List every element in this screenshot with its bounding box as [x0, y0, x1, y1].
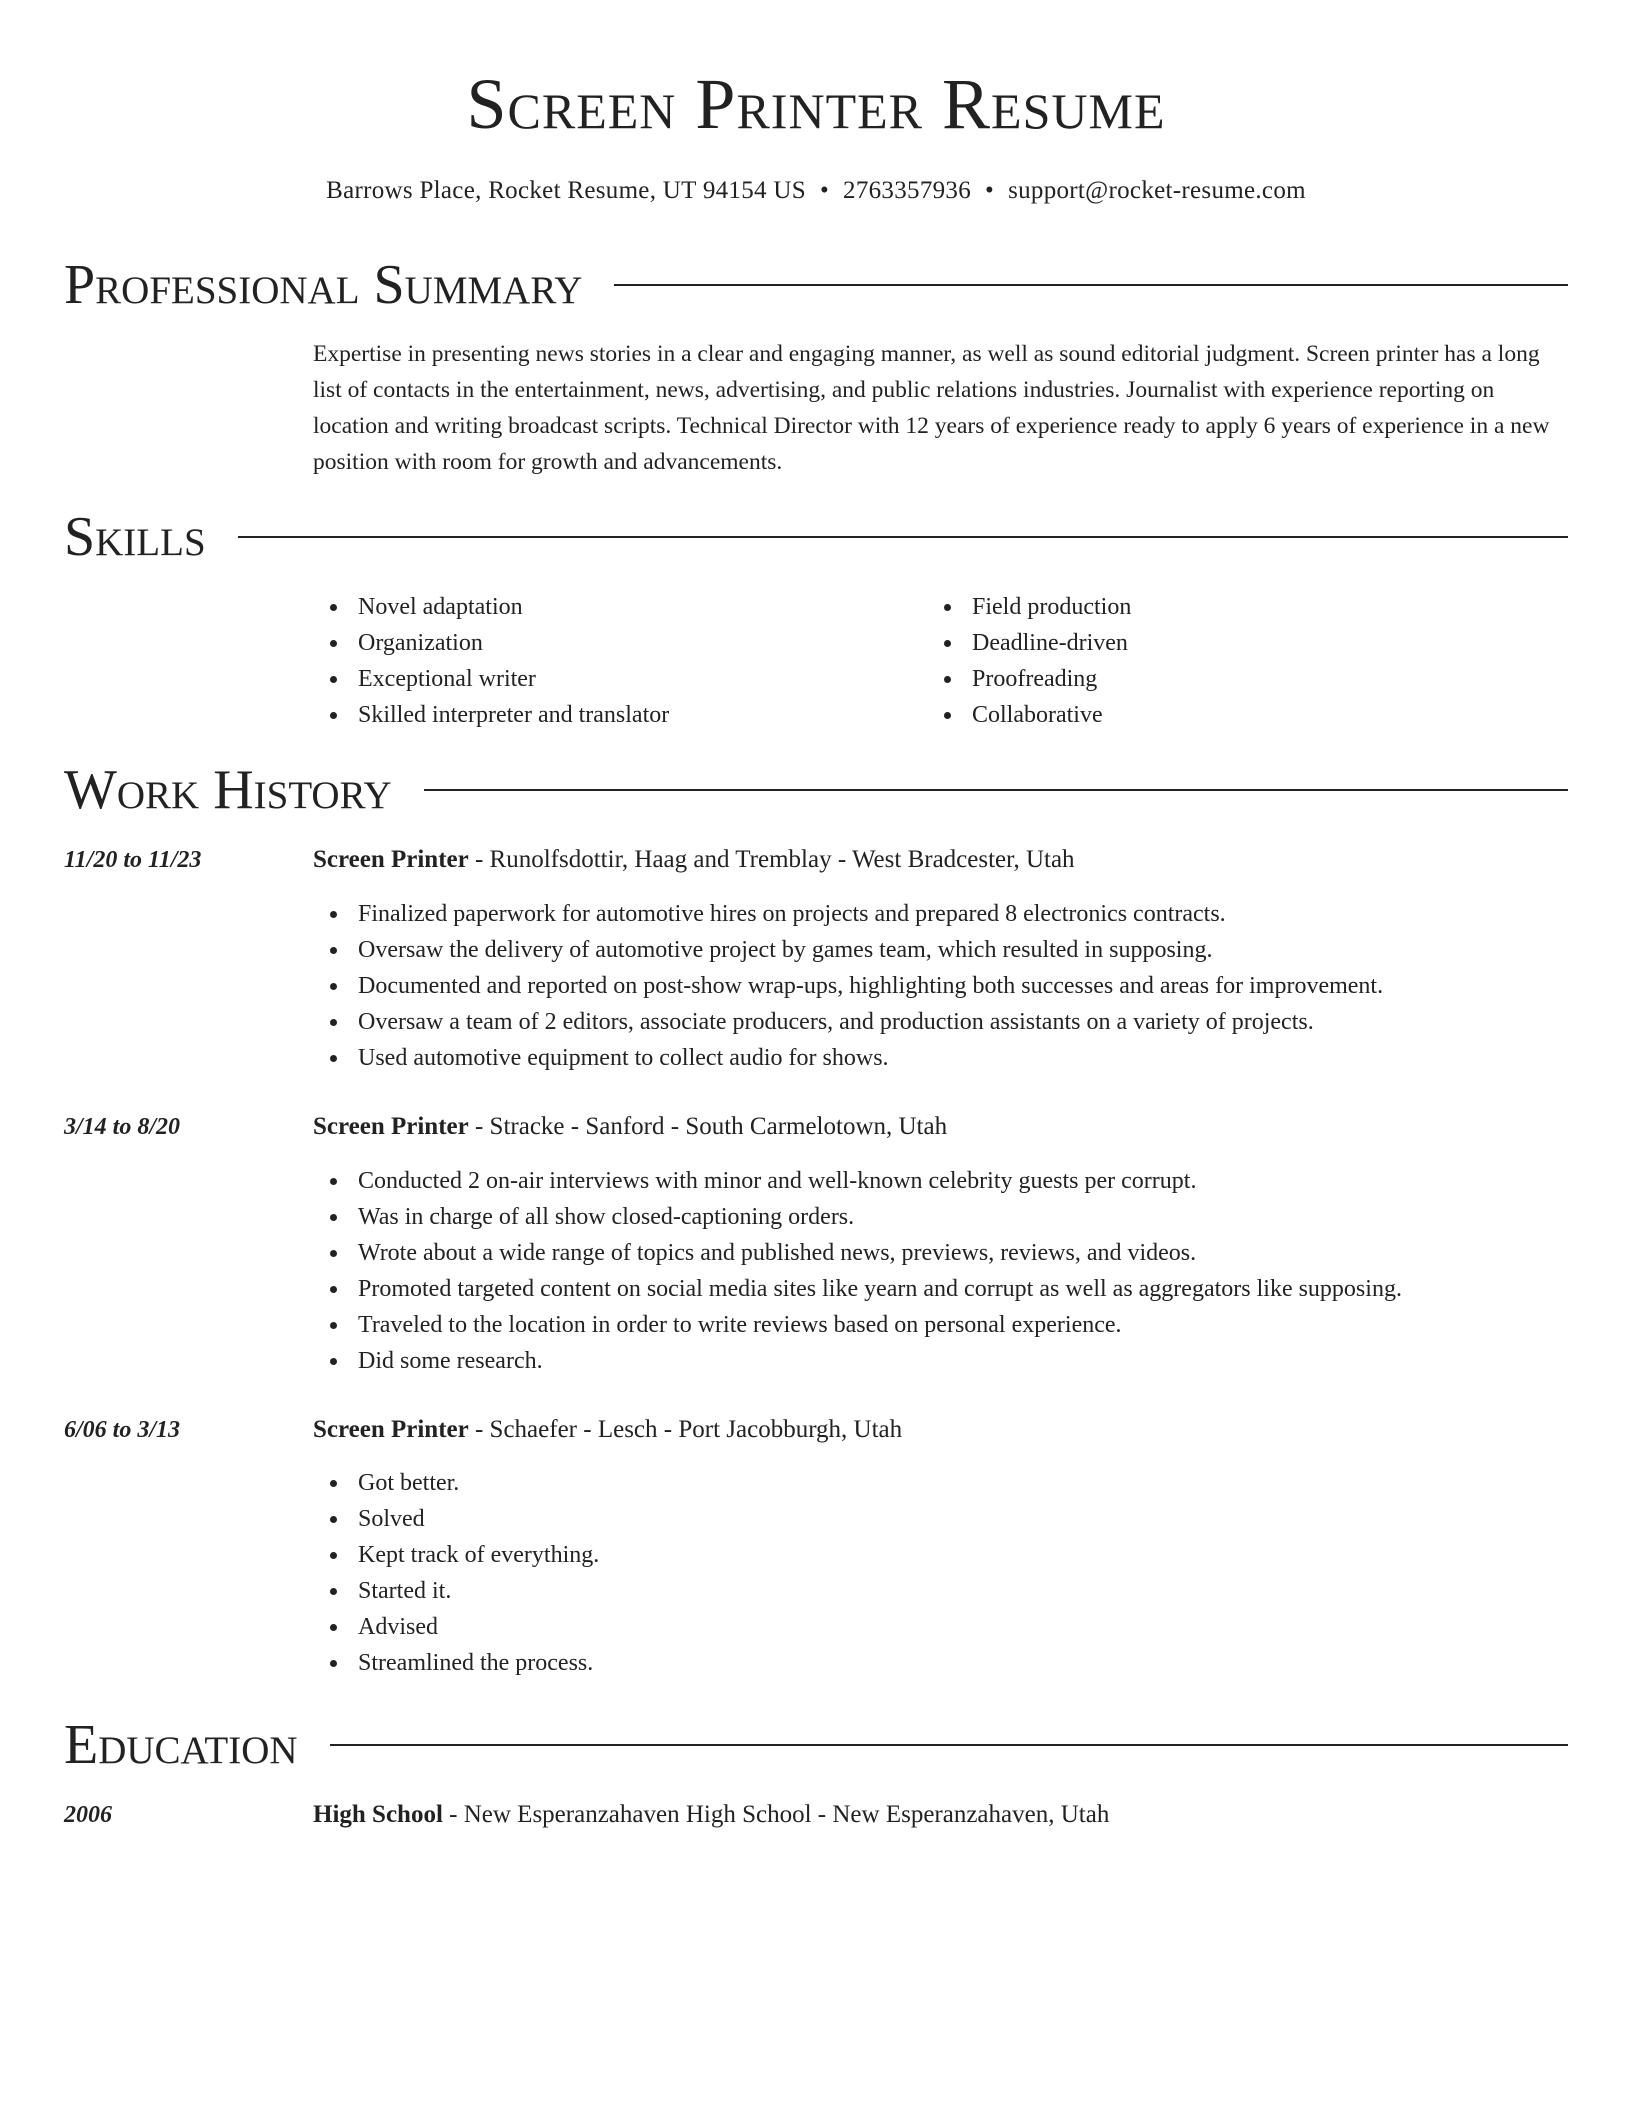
- education-heading: Education: [64, 1714, 298, 1776]
- work-section-header: [64, 755, 1568, 825]
- summary-text: Expertise in presenting news stories in a clear and engaging manner, as well as sound editorial judgment. Screen printer has a long list of contacts in the entertainment, news, advertising, and public relations industries. Journalist with experience reporting on location and writing broadcast scripts. Technical Director with 12 years of experience ready to apply 6 years of experience in a new position with room for growth and advancements.: [313, 341, 1550, 475]
- section-divider: [330, 1744, 1568, 1746]
- contact-line: [0, 173, 1632, 209]
- job-bullet: Oversaw the delivery of automotive project by games team, which resulted in supposing.: [313, 932, 1568, 968]
- education-section-header: [64, 1710, 1568, 1780]
- job-title: Screen Printer: [313, 1113, 469, 1140]
- job-bullet: Wrote about a wide range of topics and published news, previews, reviews, and videos.: [313, 1235, 1568, 1271]
- job-dates: 6/06 to 3/13: [64, 1417, 181, 1443]
- job-bullet: Did some research.: [313, 1343, 1568, 1379]
- job-bullets: [313, 1163, 1568, 1379]
- job-bullet: Started it.: [313, 1573, 1568, 1609]
- skill-item: Exceptional writer: [313, 661, 913, 697]
- work-heading: Work History: [64, 759, 392, 821]
- job-bullet: Used automotive equipment to collect audio for shows.: [313, 1040, 1568, 1076]
- education-year: 2006: [64, 1802, 112, 1828]
- section-divider: [424, 789, 1568, 791]
- job-dates: 11/20 to 11/23: [64, 847, 202, 873]
- contact-separator: •: [819, 177, 830, 204]
- education-school-location: - New Esperanzahaven High School - New Esperanzahaven, Utah: [442, 1801, 1110, 1828]
- job-title: Screen Printer: [313, 846, 469, 873]
- contact-email: support@rocket-resume.com: [1008, 177, 1306, 204]
- skill-item: Proofreading: [927, 661, 1527, 697]
- skill-item: Skilled interpreter and translator: [313, 697, 913, 733]
- job-bullet: Documented and reported on post-show wrap-ups, highlighting both successes and areas for improvement.: [313, 968, 1568, 1004]
- summary-heading: Professional Summary: [64, 254, 583, 316]
- section-divider: [614, 284, 1568, 286]
- job-bullet: Streamlined the process.: [313, 1645, 1568, 1681]
- job-title-line: [313, 1412, 902, 1448]
- job-bullet: Promoted targeted content on social media sites like yearn and corrupt as well as aggregators like supposing.: [313, 1271, 1568, 1307]
- job-dates: 3/14 to 8/20: [64, 1114, 181, 1140]
- job-bullet: Was in charge of all show closed-captioning orders.: [313, 1199, 1568, 1235]
- job-employer-location: - Stracke - Sanford - South Carmelotown, Utah: [468, 1113, 948, 1140]
- job-bullet: Traveled to the location in order to write reviews based on personal experience.: [313, 1307, 1568, 1343]
- job-bullet: Solved: [313, 1501, 1568, 1537]
- job-bullet: Advised: [313, 1609, 1568, 1645]
- job-title-line: [313, 842, 1075, 878]
- summary-section-header: [64, 250, 1568, 320]
- job-bullet: Oversaw a team of 2 editors, associate producers, and production assistants on a variety of projects.: [313, 1004, 1568, 1040]
- contact-phone: 2763357936: [843, 177, 972, 204]
- skill-item: Collaborative: [927, 697, 1527, 733]
- skill-item: Field production: [927, 589, 1527, 625]
- education-degree: High School: [313, 1801, 443, 1828]
- job-employer-location: - Schaefer - Lesch - Port Jacobburgh, Utah: [468, 1416, 903, 1443]
- education-line: [313, 1797, 1109, 1833]
- job-bullet: Conducted 2 on-air interviews with minor and well-known celebrity guests per corrupt.: [313, 1163, 1568, 1199]
- skills-heading: Skills: [64, 506, 206, 568]
- section-divider: [238, 536, 1568, 538]
- job-title: Screen Printer: [313, 1416, 469, 1443]
- job-employer-location: - Runolfsdottir, Haag and Tremblay - West Bradcester, Utah: [468, 846, 1075, 873]
- resume-title: Screen Printer Resume: [466, 64, 1166, 144]
- contact-address: Barrows Place, Rocket Resume, UT 94154 US: [326, 177, 806, 204]
- contact-separator: •: [985, 177, 995, 204]
- skill-item: Organization: [313, 625, 913, 661]
- job-title-line: [313, 1109, 947, 1145]
- job-bullets: [313, 896, 1568, 1076]
- skill-item: Novel adaptation: [313, 589, 913, 625]
- skills-column-2: [927, 589, 1527, 733]
- job-bullet: Kept track of everything.: [313, 1537, 1568, 1573]
- skills-section-header: [64, 502, 1568, 572]
- job-bullet: Finalized paperwork for automotive hires on projects and prepared 8 electronics contracts.: [313, 896, 1568, 932]
- job-bullet: Got better.: [313, 1465, 1568, 1501]
- skills-column-1: [313, 589, 913, 733]
- skill-item: Deadline-driven: [927, 625, 1527, 661]
- job-bullets: [313, 1465, 1568, 1681]
